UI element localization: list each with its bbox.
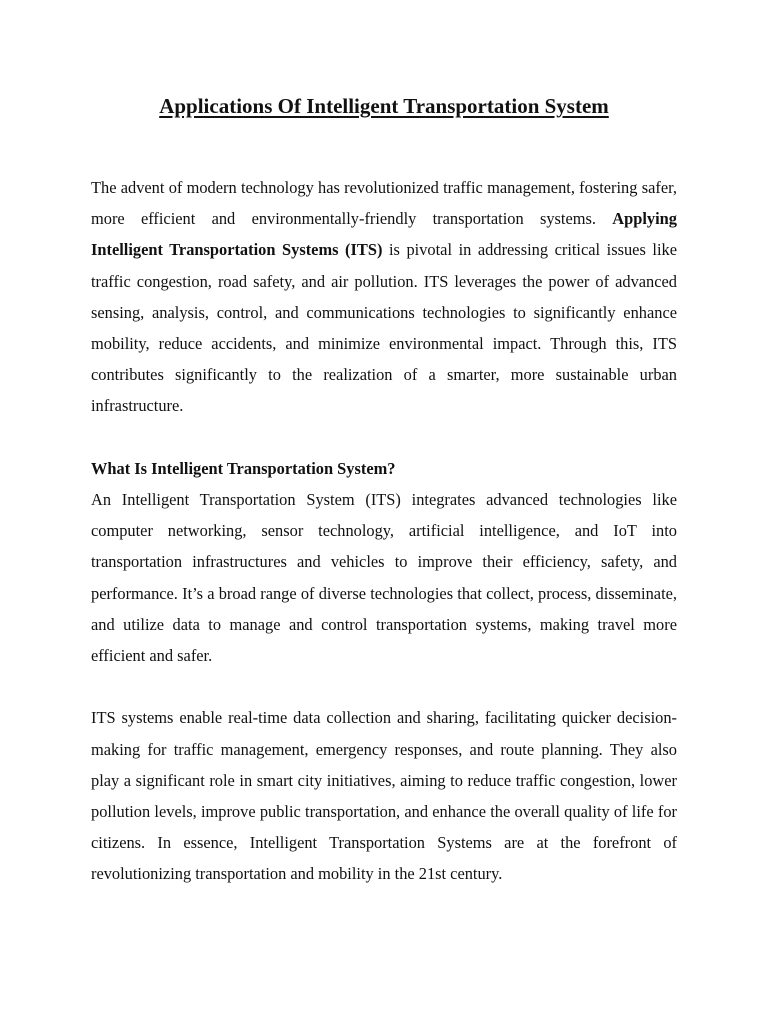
intro-text-part1: The advent of modern technology has revolutionized traffic management, fostering safer, more efficient and environmentally-friendly transportation systems. xyxy=(91,178,677,229)
benefits-paragraph: ITS systems enable real-time data collection and sharing, facilitating quicker decision-making for traffic management, emergency responses, and route planning. They also play a significant role in smart city initiatives, aiming to reduce traffic congestion, lower pollution levels, improve public transportation, and enhance the overall quality of life for citizens. In essence, Intelligent Transportation Systems are at the forefront of revolutionizing transportation and mobility in the 21st century. xyxy=(91,708,677,884)
intro-text-part2: is pivotal in addressing critical issues like traffic congestion, road safety, and air pollution. ITS leverages the power of advanced sensing, analysis, control, and communications technologies to significantly enhance mobility, reduce accidents, and minimize environmental impact. Through this, ITS contributes significantly to the realization of a smarter, more sustainable urban infrastructure. xyxy=(91,240,677,416)
paragraph-spacer xyxy=(91,422,677,453)
paragraph-spacer xyxy=(91,671,677,702)
intro-paragraph xyxy=(91,172,677,422)
section-heading: What Is Intelligent Transportation System? xyxy=(91,458,396,478)
document-title: Applications Of Intelligent Transportation System xyxy=(159,94,609,118)
intro-bold-phrase: Applying Intelligent Transportation Systems (ITS) xyxy=(91,209,677,260)
document-body xyxy=(91,172,677,890)
definition-paragraph: An Intelligent Transportation System (ITS) integrates advanced technologies like computer networking, sensor technology, artificial intelligence, and IoT into transportation infrastructures and vehicles to improve their efficiency, safety, and performance. It’s a broad range of diverse technologies that collect, process, disseminate, and utilize data to manage and control transportation systems, making travel more efficient and safer. xyxy=(91,490,677,666)
